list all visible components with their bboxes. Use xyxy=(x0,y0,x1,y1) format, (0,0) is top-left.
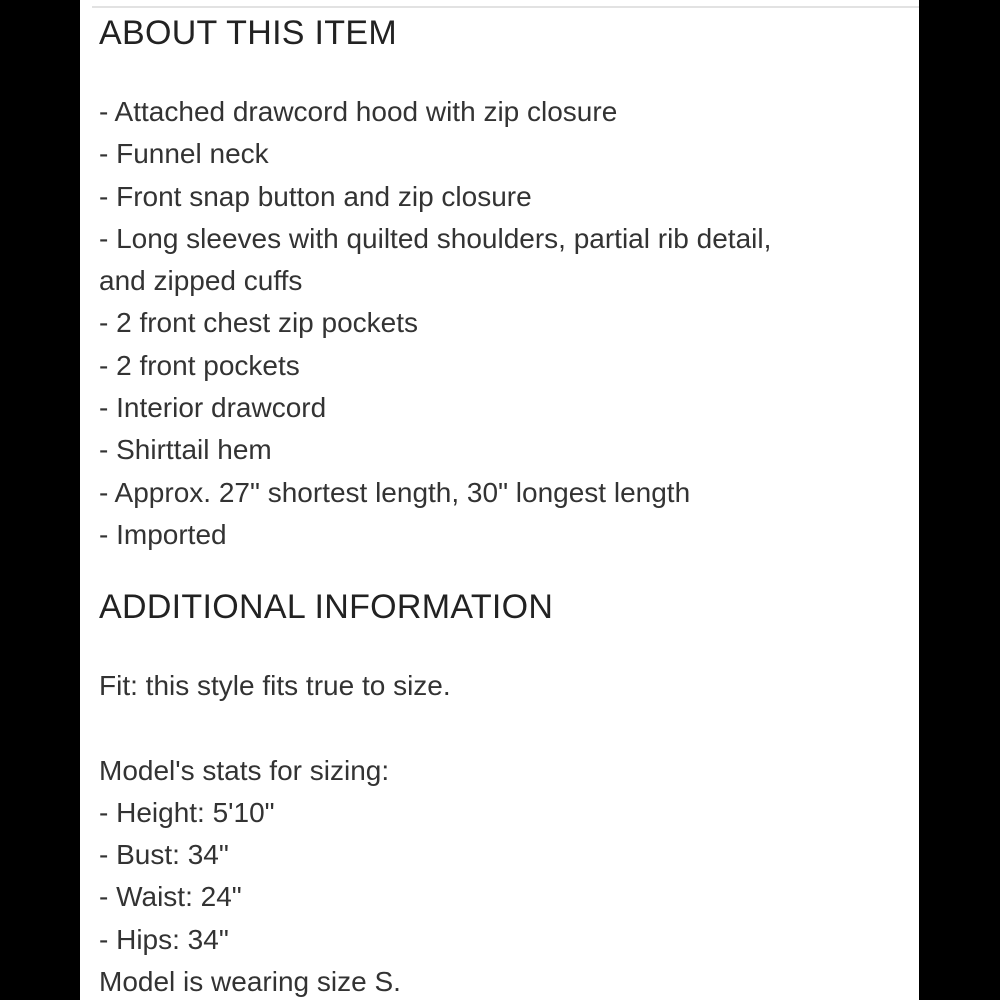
fit-note: Fit: this style fits true to size. xyxy=(99,670,451,702)
about-heading: ABOUT THIS ITEM xyxy=(99,14,397,52)
model-size-note: Model is wearing size S. xyxy=(99,966,401,998)
model-stats-intro: Model's stats for sizing: xyxy=(99,754,390,786)
product-details-content xyxy=(99,10,889,1000)
list-item: - Waist: 24" xyxy=(99,881,242,913)
list-item: - 2 front pockets xyxy=(99,349,300,381)
list-item: - Front snap button and zip closure xyxy=(99,180,532,212)
model-stats-list xyxy=(99,792,889,961)
list-item: - 2 front chest zip pockets xyxy=(99,307,419,339)
list-item: - Height: 5'10" xyxy=(99,796,275,828)
list-item: and zipped cuffs xyxy=(99,265,303,297)
list-item: - Funnel neck xyxy=(99,138,269,170)
product-details-panel xyxy=(80,0,919,1000)
list-item: - Attached drawcord hood with zip closure xyxy=(99,96,618,127)
divider xyxy=(92,6,919,8)
list-item: - Shirttail hem xyxy=(99,434,272,466)
list-item: - Imported xyxy=(99,518,227,550)
list-item: - Bust: 34" xyxy=(99,839,229,871)
list-item: - Approx. 27" shortest length, 30" longest length xyxy=(99,476,691,508)
additional-info-heading: ADDITIONAL INFORMATION xyxy=(99,588,554,627)
model-stats xyxy=(99,750,889,1000)
list-item: - Hips: 34" xyxy=(99,923,229,955)
list-item: - Long sleeves with quilted shoulders, partial rib detail, xyxy=(99,222,772,254)
list-item: - Interior drawcord xyxy=(99,392,327,424)
about-feature-list xyxy=(99,91,889,556)
